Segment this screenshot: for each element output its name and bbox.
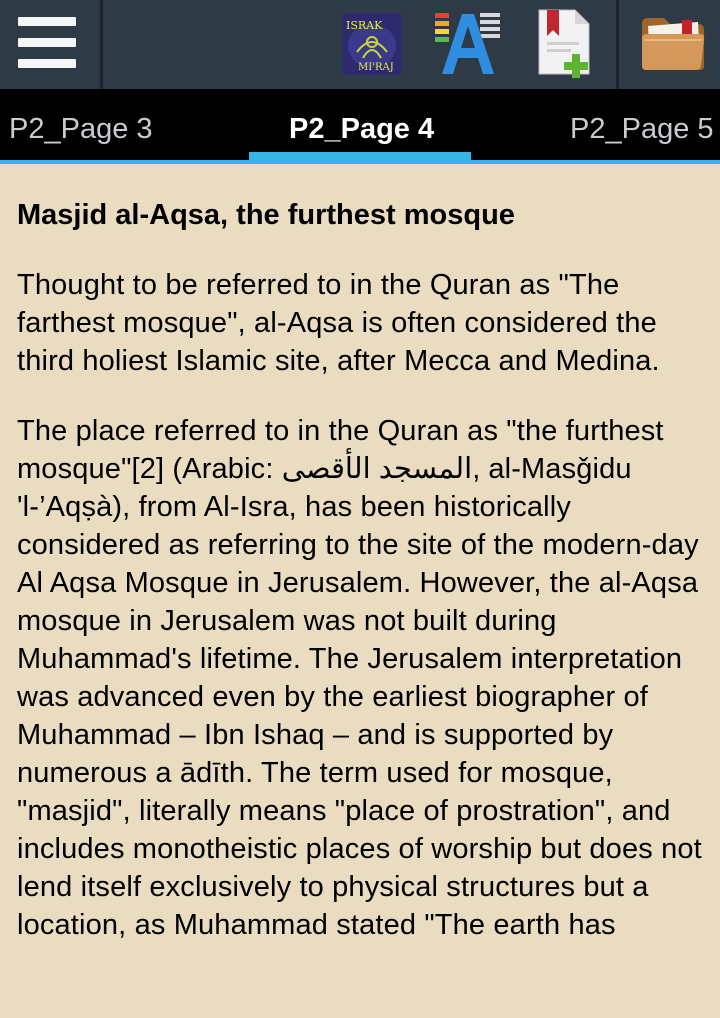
article-content[interactable] <box>17 164 709 944</box>
tab-p2-page-5[interactable]: P2_Page 5 <box>570 113 714 145</box>
toolbar-divider <box>616 0 619 89</box>
tab-p2-page-4[interactable]: P2_Page 4 <box>289 113 435 145</box>
svg-text:MI'RAJ: MI'RAJ <box>358 62 394 73</box>
page-tab-bar <box>0 89 720 164</box>
toolbar-divider <box>100 0 103 89</box>
menu-button[interactable] <box>0 0 100 89</box>
bookmarks-folder-button[interactable] <box>638 12 708 74</box>
article-paragraph: Thought to be referred to in the Quran as "The farthest mosque", al-Aqsa is often considered the third holiest Islamic site, after Mecca and Medina. <box>17 269 660 377</box>
article-title: Masjid al-Aqsa, the furthest mosque <box>17 199 515 231</box>
svg-text:ISRAK: ISRAK <box>346 19 383 32</box>
app-logo-button[interactable] <box>341 12 403 76</box>
action-bar <box>0 0 720 89</box>
active-tab-indicator <box>249 152 471 160</box>
add-bookmark-button[interactable] <box>533 8 597 80</box>
bookmark-folder-icon <box>638 12 708 74</box>
tab-p2-page-3[interactable]: P2_Page 3 <box>9 113 153 145</box>
article-paragraph: The place referred to in the Quran as "the furthest mosque"[2] (Arabic: المسجد الأقصى, al-Masǧidu 'l-’Aqṣà), from Al-Isra, has been historically considered as referring to the site of the modern-day Al Aqsa Mosque in Jerusalem. However, the al-Aqsa mosque in Jerusalem was not built during Muhammad's lifetime. The Jerusalem interpretation was advanced even by the earliest biographer of Muhammad – Ibn Ishaq – and is supported by numerous a ādīth. The term used for mosque, "masjid", literally means "place of prostration", and includes monotheistic places of worship but does not lend itself exclusively to physical structures but a location, as Muhammad stated "The earth has <box>17 415 702 941</box>
font-size-icon <box>432 8 504 78</box>
app-logo-icon <box>341 12 403 76</box>
add-bookmark-icon <box>533 8 597 80</box>
font-size-button[interactable] <box>432 8 504 78</box>
